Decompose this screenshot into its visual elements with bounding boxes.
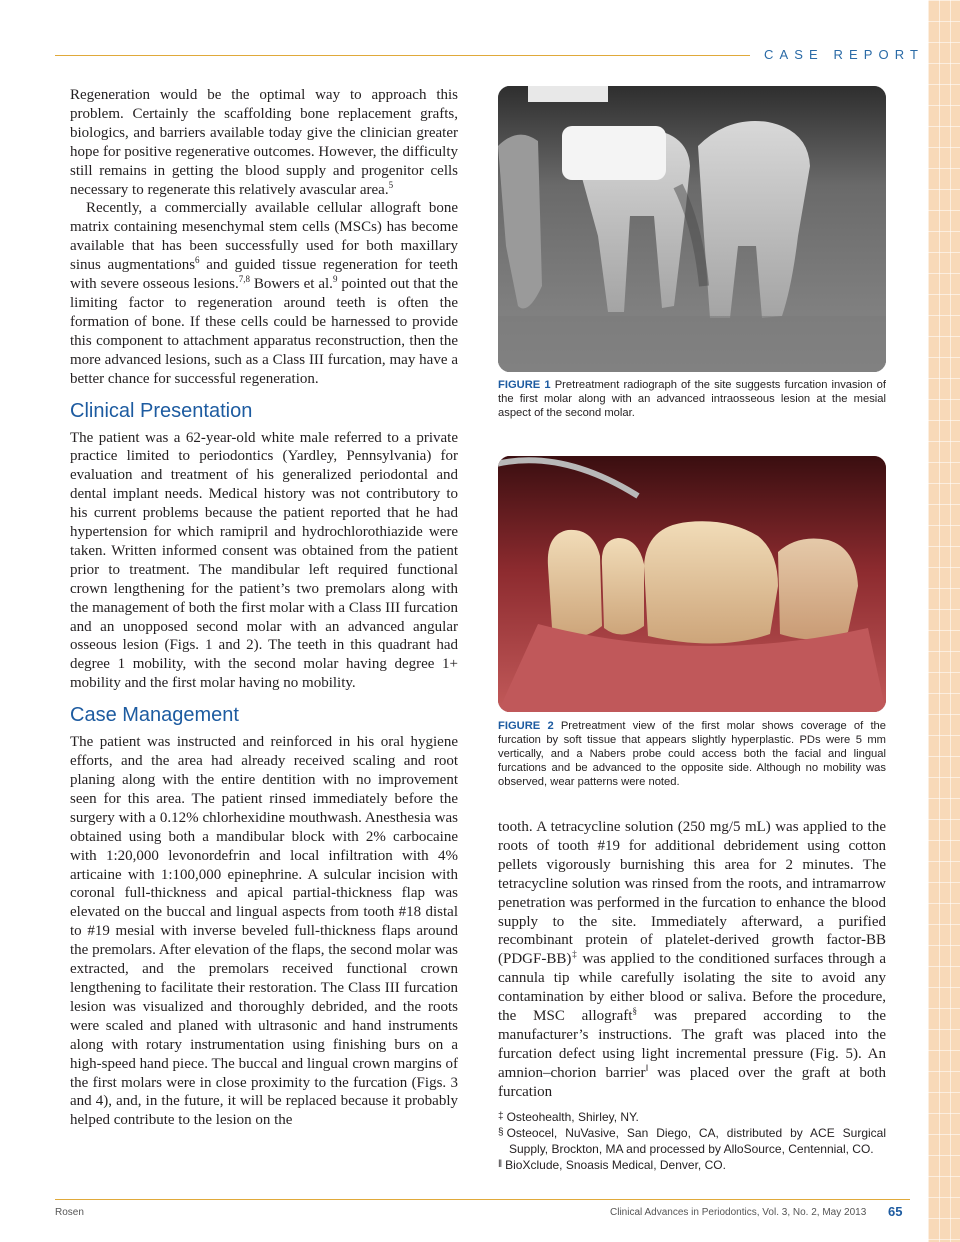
footer-author: Rosen: [55, 1207, 84, 1218]
right-text-d: was placed over the graft at both furcation: [498, 1064, 886, 1100]
intro-text-2c: Bowers et al.: [250, 276, 333, 293]
footnotes: [498, 1109, 886, 1173]
figure-2-caption: [498, 719, 886, 789]
section-label: CASE REPORT: [764, 47, 925, 62]
figure-2-caption-text: Pretreatment view of the first molar shows coverage of the furcation by soft tissue that appears slightly hyperplastic. PDs were 5 mm vertically, and a Nabers probe could access both the facial and lingual furcations and be advanced to the opposite side. Although no mobility was observed, wear patterns were noted.: [498, 720, 886, 788]
footnote-2-symbol: §: [498, 1127, 504, 1138]
footnote-1-symbol: ‡: [498, 1111, 504, 1122]
clinical-photo-image: [498, 456, 886, 712]
ref-6: 6: [195, 255, 200, 266]
footnote-1-text: Osteohealth, Shirley, NY.: [506, 1110, 639, 1124]
right-text-b: was applied to the conditioned surfaces through a cannula tip while carefully isolating the site to avoid any contamination by either blood or saliva. Before the procedure, the MSC allograft: [498, 951, 887, 1025]
ref-7-8: 7,8: [238, 274, 251, 285]
right-text-a: tooth. A tetracycline solution (250 mg/5 mL) was applied to the roots of tooth #19 for additional debridement using cotton pellets vigorously burnishing this area for 2 minutes. The tetracycline solution was rinsed from the roots, and intramarrow penetration was performed in the furcation to enhance the blood supply to the site. Immediately afterward, a purified recombinant protein of platelet-derived growth factor-BB (PDGF-BB): [498, 819, 886, 968]
right-column-paragraph: [498, 818, 886, 1102]
figure-2-label: FIGURE 2: [498, 720, 554, 732]
margin-pattern-stripe: [928, 0, 960, 1242]
clinical-presentation-text: The patient was a 62-year-old white male referred to a private practice limited to periodontics (Yardley, Pennsylvania) for evaluation and treatment of his generalized periodontal and dental implant needs. Medical history was not contributory to his current problems because the patient reported that he had hypertension for which ramipril and hydrochlorothiazide were taken. Written informed consent was obtained from the patient prior to treatment. The mandibular left required functional crown lengthening for the patient’s two premolars along with the management of both the first molar with a Class III furcation and an unopposed second molar with an advanced angular osseous lesion (Figs. 1 and 2). The teeth in this quadrant had degree 1 mobility, with the second molar having degree 1+ mobility and the first molar having no mobility.: [70, 429, 458, 692]
left-column: [70, 86, 458, 1130]
figure-1-label: FIGURE 1: [498, 379, 551, 391]
right-text-c: was prepared according to the manufacturer’s instructions. The graft was placed into the furcation defect using light incremental pressure (Fig. 5). An amnion–chorion barrier: [498, 1008, 886, 1081]
ref-5: 5: [388, 179, 394, 190]
heading-case-management: Case Management: [70, 704, 239, 727]
heading-clinical-presentation: Clinical Presentation: [70, 399, 253, 422]
ref-9: 9: [332, 274, 338, 285]
footnote-marker-b: §: [632, 1006, 637, 1017]
footnote-marker-c: ‖: [645, 1062, 649, 1073]
intro-text-2b: and guided tissue regeneration for teeth with severe osseous lesions.: [70, 257, 458, 293]
footnote-1: [498, 1109, 886, 1125]
footnote-3: [498, 1157, 886, 1173]
figure-1-caption-text: Pretreatment radiograph of the site suggests furcation invasion of the first molar along with an advanced intraosseous lesion at the mesial aspect of the second molar.: [498, 379, 886, 419]
footer-journal: Clinical Advances in Periodontics, Vol. 3, No. 2, May 2013: [610, 1207, 867, 1218]
case-management-text: The patient was instructed and reinforced in his oral hygiene efforts, and the area had already received scaling and root planing along with the entire dentition with no improvement seen for this area. The patient rinsed immediately before the surgery with a 0.12% chlorhexidine mouthwash. Anesthesia was obtained using both a mandibular block with 2% carbocaine with 1:20,000 levonordefrin and local infiltration with 4% articaine with 1:100,000 epinephrine. A sulcular incision with coronal full-thickness and apical partial-thickness flap was elevated on the buccal and lingual aspects from tooth #18 distal to #19 mesial with inverse beveled full-thickness flaps around the premolars. After elevation of the flaps, the second molar was extracted, and the premolars received functional crown lengthening to facilitate their restoration. The Class III furcation lesion was visualized and thoroughly debrided, and the roots were scaled and planed with ultrasonic and hand instruments along with rotary instrumentation using finishing burs on a high-speed hand piece. The buccal and lingual crown margins of the first molars were in close proximity to the furcation (Figs. 3 and 4), and, in the future, it will be replaced because it probably helped contribute to the lesion on the: [70, 734, 458, 1129]
intro-text-1: Regeneration would be the optimal way to approach this problem. Certainly the scaffolding bone replacement grafts, biologics, and barriers available today give the clinician greater hope for positive regenerative outcomes. However, the difficulty still remains in getting the blood supply and progenitor cells necessary to regenerate this relatively avascular area.: [70, 87, 458, 198]
page-number: 65: [888, 1204, 903, 1219]
header-rule: [55, 55, 750, 56]
intro-text-2a: Recently, a commercially available cellular allograft bone matrix containing mesenchymal stem cells (MSCs) has become available that has been successfully used for both maxillary sinus augmentations: [70, 200, 458, 274]
footer-rule: [55, 1199, 910, 1200]
footnote-3-symbol: ‖: [498, 1159, 503, 1170]
intro-paragraph-1: [70, 86, 458, 199]
figure-1-radiograph: [498, 86, 886, 372]
radiograph-image: [498, 86, 886, 372]
intro-paragraph-2: [70, 199, 458, 388]
intro-text-2d: pointed out that the limiting factor to regeneration around teeth is often the formation of bone. If these cells could be harnessed to provide this component to attachment apparatus reconstruction, then the more advanced lesions, such as a Class III furcation, may have a better chance for successful regeneration.: [70, 276, 459, 387]
figure-2-clinical-photo: [498, 456, 886, 712]
figure-1-caption: [498, 378, 886, 420]
footnote-2-text: Osteocel, NuVasive, San Diego, CA, distributed by ACE Surgical Supply, Brockton, MA and processed by AlloSource, Centennial, CO.: [506, 1126, 886, 1156]
footnote-2: [498, 1125, 886, 1157]
footnote-3-text: BioXclude, Snoasis Medical, Denver, CO.: [505, 1158, 726, 1172]
footnote-marker-a: ‡: [571, 949, 578, 960]
right-column-text: [498, 818, 886, 1102]
